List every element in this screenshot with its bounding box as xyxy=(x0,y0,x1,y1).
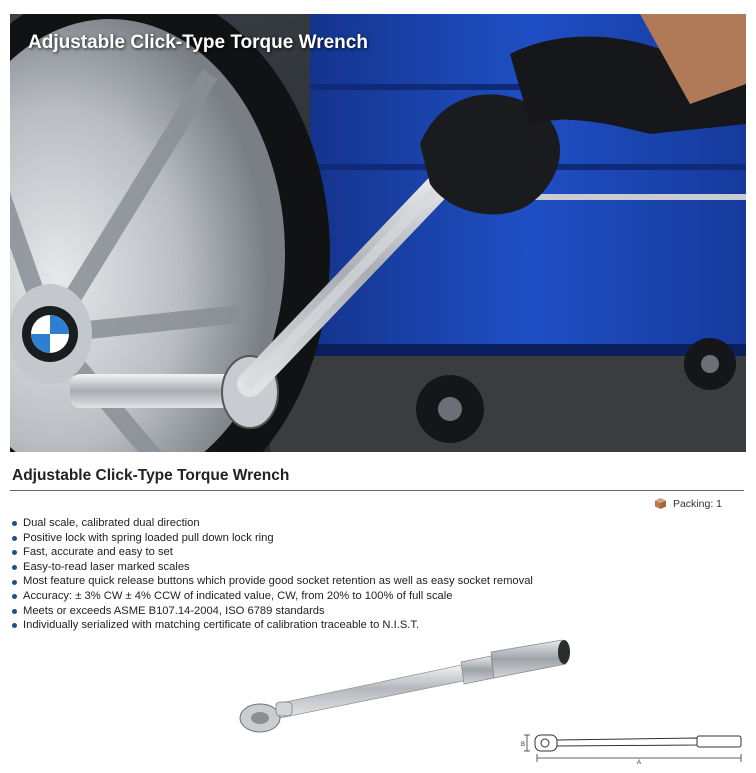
feature-text: Easy-to-read laser marked scales xyxy=(23,560,190,573)
feature-item xyxy=(12,604,533,619)
dimension-diagram xyxy=(517,725,749,765)
feature-text: Fast, accurate and easy to set xyxy=(23,546,173,559)
hero-illustration xyxy=(10,14,746,452)
bullet-icon xyxy=(12,623,17,628)
section-title: Adjustable Click-Type Torque Wrench xyxy=(12,467,290,484)
feature-item xyxy=(12,589,533,604)
bullet-icon xyxy=(12,594,17,599)
feature-text: Individually serialized with matching certificate of calibration traceable to N.I.S.T. xyxy=(23,619,420,632)
feature-item xyxy=(12,618,533,633)
section-divider xyxy=(10,490,744,491)
feature-item xyxy=(12,531,533,546)
bullet-icon xyxy=(12,580,17,585)
feature-text: Positive lock with spring loaded pull down lock ring xyxy=(23,531,274,544)
bullet-icon xyxy=(12,536,17,541)
box-icon xyxy=(654,497,667,510)
bullet-icon xyxy=(12,565,17,570)
feature-item xyxy=(12,545,533,560)
packing-info xyxy=(654,497,722,510)
feature-text: Most feature quick release buttons which provide good socket retention as well as easy socket removal xyxy=(23,575,533,588)
feature-text: Dual scale, calibrated dual direction xyxy=(23,517,200,529)
diagram-label-b: B xyxy=(521,742,526,748)
feature-item xyxy=(12,574,533,589)
packing-label: Packing: 1 xyxy=(672,497,722,510)
feature-text: Accuracy: ± 3% CW ± 4% CCW of indicated value, CW, from 20% to 100% of full scale xyxy=(23,589,453,602)
hero-title: Adjustable Click-Type Torque Wrench xyxy=(28,32,368,53)
feature-item xyxy=(12,516,533,531)
torque-wrench-product-image xyxy=(236,634,576,734)
bullet-icon xyxy=(12,550,17,555)
feature-item xyxy=(12,560,533,575)
bullet-icon xyxy=(12,521,17,526)
bullet-icon xyxy=(12,609,17,614)
feature-list xyxy=(12,516,533,633)
diagram-label-a: A xyxy=(637,760,642,765)
hero-photo xyxy=(10,14,746,452)
feature-text: Meets or exceeds ASME B107.14-2004, ISO 6789 standards xyxy=(23,604,325,617)
